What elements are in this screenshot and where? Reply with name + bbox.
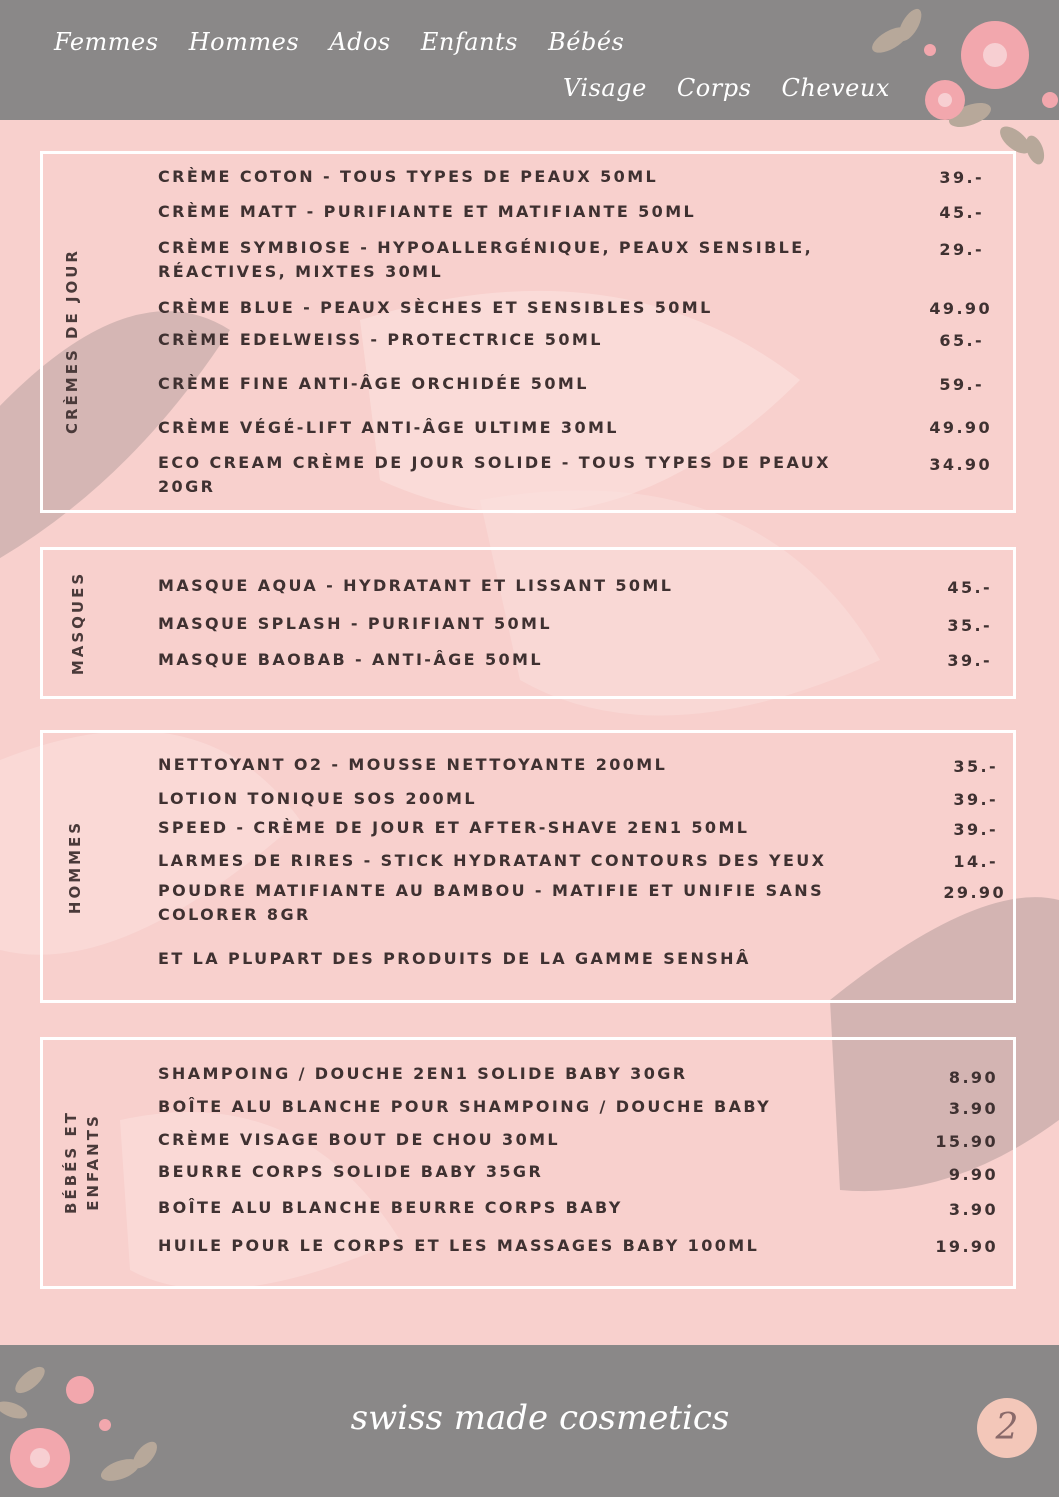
product-price: 29.- [939, 240, 984, 259]
product-name: BEURRE CORPS SOLIDE BABY 35GR [158, 1162, 544, 1181]
nav-bebes[interactable]: Bébés [548, 28, 625, 56]
nav-corps[interactable]: Corps [676, 74, 752, 102]
product-price: 34.90 [929, 455, 992, 474]
nav-ados[interactable]: Ados [329, 28, 391, 56]
product-name: LARMES DE RIRES - STICK HYDRATANT CONTOURS DES YEUX [158, 851, 827, 870]
product-name: MASQUE SPLASH - PURIFIANT 50ML [158, 614, 552, 633]
product-price: 45.- [947, 578, 992, 597]
nav-hommes[interactable]: Hommes [188, 28, 300, 56]
product-price: 3.90 [948, 1200, 998, 1219]
product-price: 39.- [939, 168, 984, 187]
flower-decoration-bottom [0, 1360, 170, 1497]
section-label-hommes: HOMMES [66, 819, 84, 915]
product-price: 65.- [939, 331, 984, 350]
section-label-bebes [60, 1062, 104, 1262]
product-name: BOÎTE ALU BLANCHE BEURRE CORPS BABY [158, 1198, 623, 1217]
product-price: 35.- [953, 757, 998, 776]
product-name: CRÈME VÉGÉ-LIFT ANTI-ÂGE ULTIME 30ML [158, 418, 619, 437]
product-name: NETTOYANT O2 - MOUSSE NETTOYANTE 200ML [158, 755, 668, 774]
product-price: 49.90 [929, 299, 992, 318]
product-name: MASQUE BAOBAB - ANTI-ÂGE 50ML [158, 650, 543, 669]
product-name: HUILE POUR LE CORPS ET LES MASSAGES BABY 100ML [158, 1236, 760, 1255]
main-nav [54, 28, 646, 56]
product-name: CRÈME SYMBIOSE - HYPOALLERGÉNIQUE, PEAUX SENSIBLE, RÉACTIVES, MIXTES 30ML [158, 238, 814, 281]
brand-tagline: swiss made cosmetics [350, 1398, 730, 1438]
product-price: 39.- [953, 820, 998, 839]
product-price: 49.90 [929, 418, 992, 437]
product-name: CRÈME FINE ANTI-ÂGE ORCHIDÉE 50ML [158, 374, 589, 393]
product-price: 59.- [939, 375, 984, 394]
product-name: POUDRE MATIFIANTE AU BAMBOU - MATIFIE ET UNIFIE SANS COLORER 8GR [158, 881, 825, 924]
product-price: 29.90 [943, 883, 1006, 902]
product-name: BOÎTE ALU BLANCHE POUR SHAMPOING / DOUCHE BABY [158, 1097, 772, 1116]
product-price: 15.90 [935, 1132, 998, 1151]
nav-cheveux[interactable]: Cheveux [781, 74, 890, 102]
nav-enfants[interactable]: Enfants [420, 28, 518, 56]
section-note: ET LA PLUPART DES PRODUITS DE LA GAMME SENSHÂ [158, 949, 751, 968]
section-label-masques: MASQUES [69, 570, 87, 676]
product-name: LOTION TONIQUE SOS 200ML [158, 789, 477, 808]
product-name: CRÈME EDELWEISS - PROTECTRICE 50ML [158, 330, 603, 349]
nav-visage[interactable]: Visage [563, 74, 647, 102]
product-price: 8.90 [948, 1068, 998, 1087]
product-name: MASQUE AQUA - HYDRATANT ET LISSANT 50ML [158, 576, 674, 595]
product-price: 3.90 [948, 1099, 998, 1118]
product-price: 14.- [953, 852, 998, 871]
product-name: ECO CREAM CRÈME DE JOUR SOLIDE - TOUS TYPES DE PEAUX 20GR [158, 453, 831, 496]
product-name: SHAMPOING / DOUCHE 2EN1 SOLIDE BABY 30GR [158, 1064, 688, 1083]
section-label-cremes: CRÈMES DE JOUR [63, 248, 81, 434]
product-price: 45.- [939, 203, 984, 222]
nav-femmes[interactable]: Femmes [54, 28, 159, 56]
product-name: CRÈME COTON - TOUS TYPES DE PEAUX 50ML [158, 167, 659, 186]
product-name: SPEED - CRÈME DE JOUR ET AFTER-SHAVE 2EN1 50ML [158, 818, 750, 837]
section-label-bebes-line1: BÉBÉS ET [62, 1110, 80, 1214]
product-price: 19.90 [935, 1237, 998, 1256]
product-name: CRÈME VISAGE BOUT DE CHOU 30ML [158, 1130, 561, 1149]
product-name: CRÈME BLUE - PEAUX SÈCHES ET SENSIBLES 50ML [158, 298, 713, 317]
product-price: 35.- [947, 616, 992, 635]
product-price: 9.90 [948, 1165, 998, 1184]
product-name: CRÈME MATT - PURIFIANTE ET MATIFIANTE 50ML [158, 202, 697, 221]
section-label-bebes-line2: ENFANTS [84, 1113, 102, 1211]
product-price: 39.- [947, 651, 992, 670]
product-price: 39.- [953, 790, 998, 809]
page-number: 2 [977, 1398, 1037, 1458]
